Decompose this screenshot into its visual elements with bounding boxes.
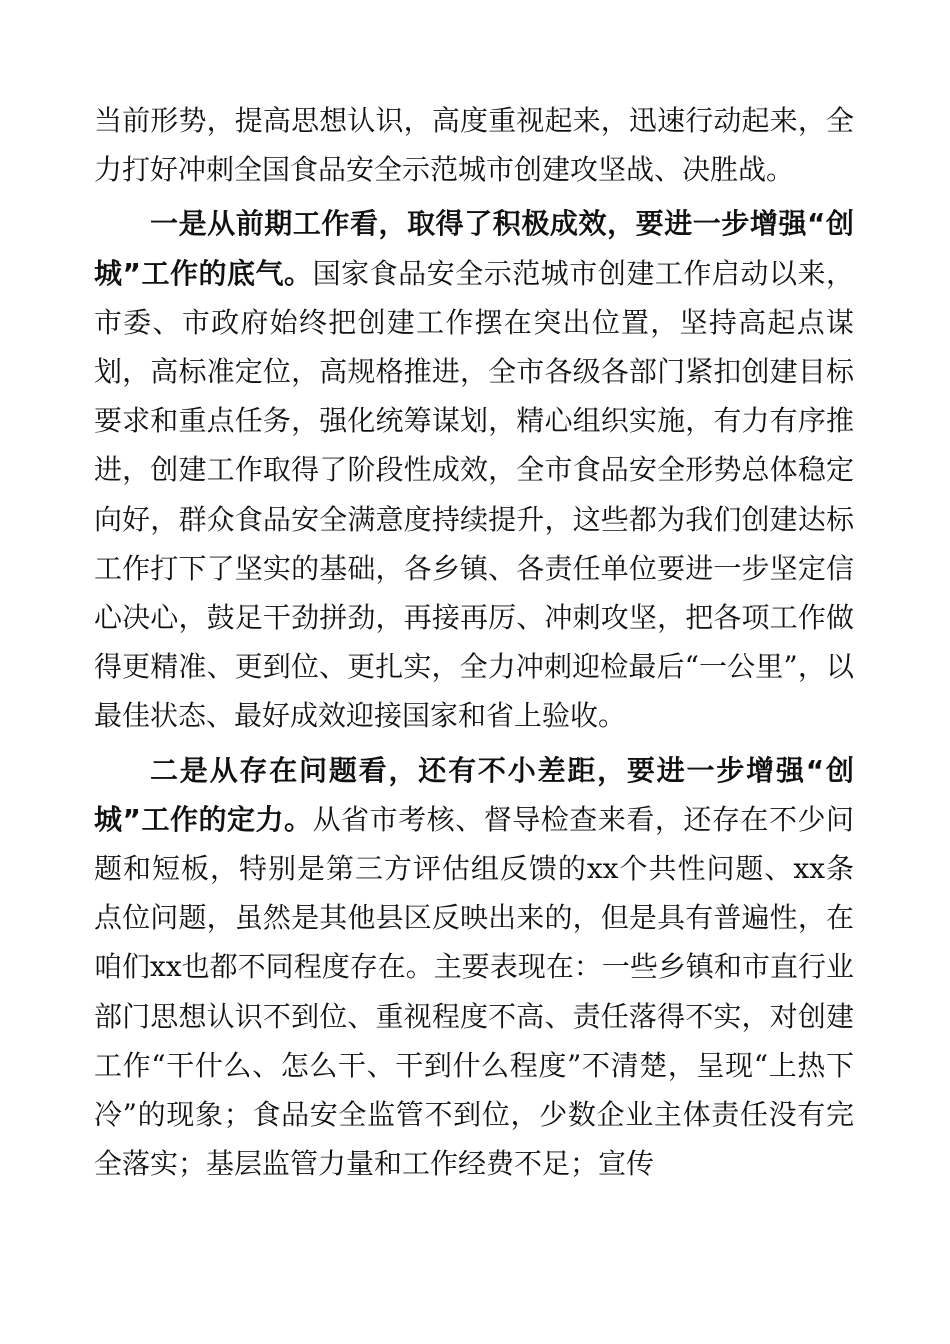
paragraph-intro-continuation bbox=[94, 96, 854, 194]
paragraph-text: 从省市考核、督导检查来看，还存在不少问题和短板，特别是第三方评估组反馈的xx个共性问题、xx条点位问题，虽然是其他县区反映出来的，但是具有普遍性，在咱们xx也都不同程度存在。主要表现在：一些乡镇和市直行业部门思想认识不到位、重视程度不高、责任落得不实，对创建工作“干什么、怎么干、干到什么程度”不清楚，呈现“上热下冷”的现象；食品安全监管不到位，少数企业主体责任没有完全落实；基层监管力量和工作经费不足；宣传 bbox=[94, 802, 854, 1181]
paragraph-lead-heading: 一是从前期工作看，取得了积极成效，要进一步增强“创城”工作的底气。 bbox=[94, 207, 854, 290]
document-page bbox=[94, 96, 854, 1188]
paragraph-text: 国家食品安全示范城市创建工作启动以来，市委、市政府始终把创建工作摆在突出位置，坚持高起点谋划，高标准定位，高规格推进，全市各级各部门紧扣创建目标要求和重点任务，强化统筹谋划，精心组织实施，有力有序推进，创建工作取得了阶段性成效，全市食品安全形势总体稳定向好，群众食品安全满意度持续提升，这些都为我们创建达标工作打下了坚实的基础，各乡镇、各责任单位要进一步坚定信心决心，鼓足干劲拼劲，再接再厉、冲刺攻坚，把各项工作做得更精准、更到位、更扎实，全力冲刺迎检最后“一公里”，以最佳状态、最好成效迎接国家和省上验收。 bbox=[94, 256, 854, 733]
paragraph-point-two bbox=[94, 746, 854, 1189]
paragraph-lead-heading: 二是从存在问题看，还有不小差距，要进一步增强“创城”工作的定力。 bbox=[94, 753, 854, 836]
paragraph-point-one bbox=[94, 199, 854, 740]
paragraph-text: 当前形势，提高思想认识，高度重视起来，迅速行动起来，全力打好冲刺全国食品安全示范城市创建攻坚战、决胜战。 bbox=[94, 104, 854, 187]
